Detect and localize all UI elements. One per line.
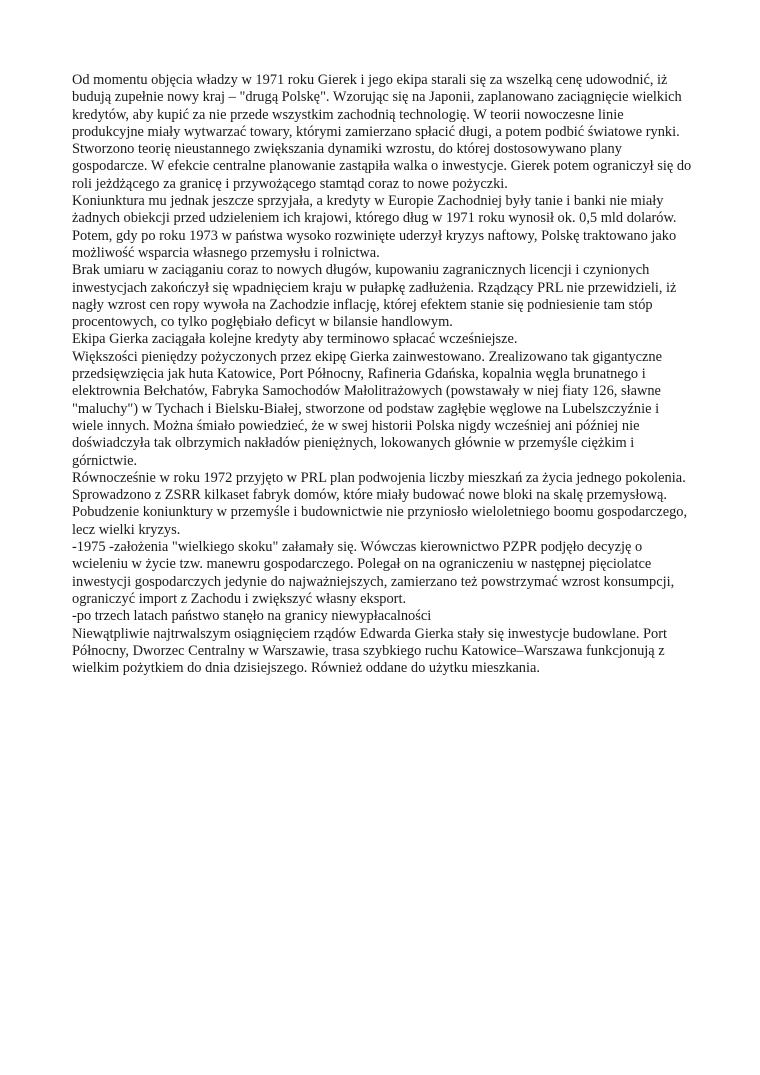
paragraph-new-loans: Ekipa Gierka zaciągała kolejne kredyty aby terminowo spłacać wcześniejsze.: [72, 331, 518, 348]
paragraph-housing-plan: Równocześnie w roku 1972 przyjęto w PRL plan podwojenia liczby mieszkań za życia jednego pokolenia. Sprowadzono z ZSRR kilkaset fabryk domów, które miały budować nowe bloki na skalę przemysłową.: [72, 469, 686, 504]
paragraph-investments: Większości pieniędzy pożyczonych przez ekipę Gierka zainwestowano. Zrealizowano tak gigantyczne przedsięwzięcia jak huta Katowice, Port Północny, Rafineria Gdańska, kopalnia węgla brunatnego i elektrownia Bełchatów, Fabryka Samochodów Małolitrażowych (powstawały w niej fiaty 126, sławne "maluchy") w Tychach i Bielsku-Białej, stworzone od podstaw zagłębie węglowe na Lubelszczyźnie i wiele innych. Można śmiało powiedzieć, że w swej historii Polska nigdy wcześniej ani później nie doświadczyła tak olbrzymich nakładów pieniężnych, lokowanych głównie w przemyśle ciężkim i górnictwie.: [72, 348, 662, 469]
paragraph-credit-conditions: Koniunktura mu jednak jeszcze sprzyjała, a kredyty w Europie Zachodniej były tanie i banki nie miały żadnych obiekcji przed udzieleniem ich krajowi, którego dług w 1971 roku wynosił ok. 0,5 mld dolarów. Potem, gdy po roku 1973 w państwa wysoko rozwinięte uderzył kryzys naftowy, Polskę traktowano jako możliwość wsparcia własnego przemysłu i rolnictwa.: [72, 193, 677, 261]
paragraph-insolvency: -po trzech latach państwo stanęło na granicy niewypłacalności: [72, 608, 432, 625]
paragraph-growth-theory: Stworzono teorię nieustannego zwiększania dynamiki wzrostu, do której dostosowywano plany gospodarcze. W efekcie centralne planowanie zastąpiła walka o inwestycje. Gierek potem ograniczył się do roli jeżdżącego za granicę i przywożącego stamtąd coraz to nowe pożyczki.: [72, 141, 692, 192]
paragraph-1975-maneuver: -1975 -założenia "wielkiego skoku" załamały się. Wówczas kierownictwo PZPR podjęło decyzję o wcieleniu w życie tzw. manewru gospodarczego. Polegał on na ograniczeniu w następnej pięciolatce inwestycji gospodarczych jedynie do najważniejszych, zamierzano też powstrzymać wzrost konsumpcji, ograniczyć import z Zachodu i zwiększyć własny eksport.: [72, 539, 675, 607]
paragraph-debt-trap: Brak umiaru w zaciąganiu coraz to nowych długów, kupowaniu zagranicznych licencji i czynionych inwestycjach zakończył się wpadnięciem kraju w pułapkę zadłużenia. Rządzący PRL nie przewidzieli, iż nagły wzrost cen ropy wywoła na Zachodzie inflację, której efektem stanie się podniesienie tam stóp procentowych, co tylko pogłębiało deficyt w bilansie handlowym.: [72, 262, 677, 331]
paragraph-gierek-takeover: Od momentu objęcia władzy w 1971 roku Gierek i jego ekipa starali się za wszelką cenę udowodnić, iż budują zupełnie nowy kraj – "drugą Polskę". Wzorując się na Japonii, zaplanowano zaciągnięcie wielkich kredytów, aby kupić za nie przede wszystkim zachodnią technologię. W teorii nowoczesne linie produkcyjne miały wytwarzać towary, którymi zamierzano spłacić długi, a potem podbić światowe rynki.: [72, 72, 682, 140]
document-page: [72, 72, 692, 677]
paragraph-crisis: Pobudzenie koniunktury w przemyśle i budownictwie nie przyniosło wieloletniego boomu gospodarczego, lecz wielki kryzys.: [72, 504, 688, 538]
paragraph-lasting-achievements: Niewątpliwie najtrwalszym osiągnięciem rządów Edwarda Gierka stały się inwestycje budowlane. Port Północny, Dworzec Centralny w Warszawie, trasa szybkiego ruchu Katowice–Warszawa funkcjonują z wielkim pożytkiem do dnia dzisiejszego. Również oddane do użytku mieszkania.: [72, 625, 668, 677]
